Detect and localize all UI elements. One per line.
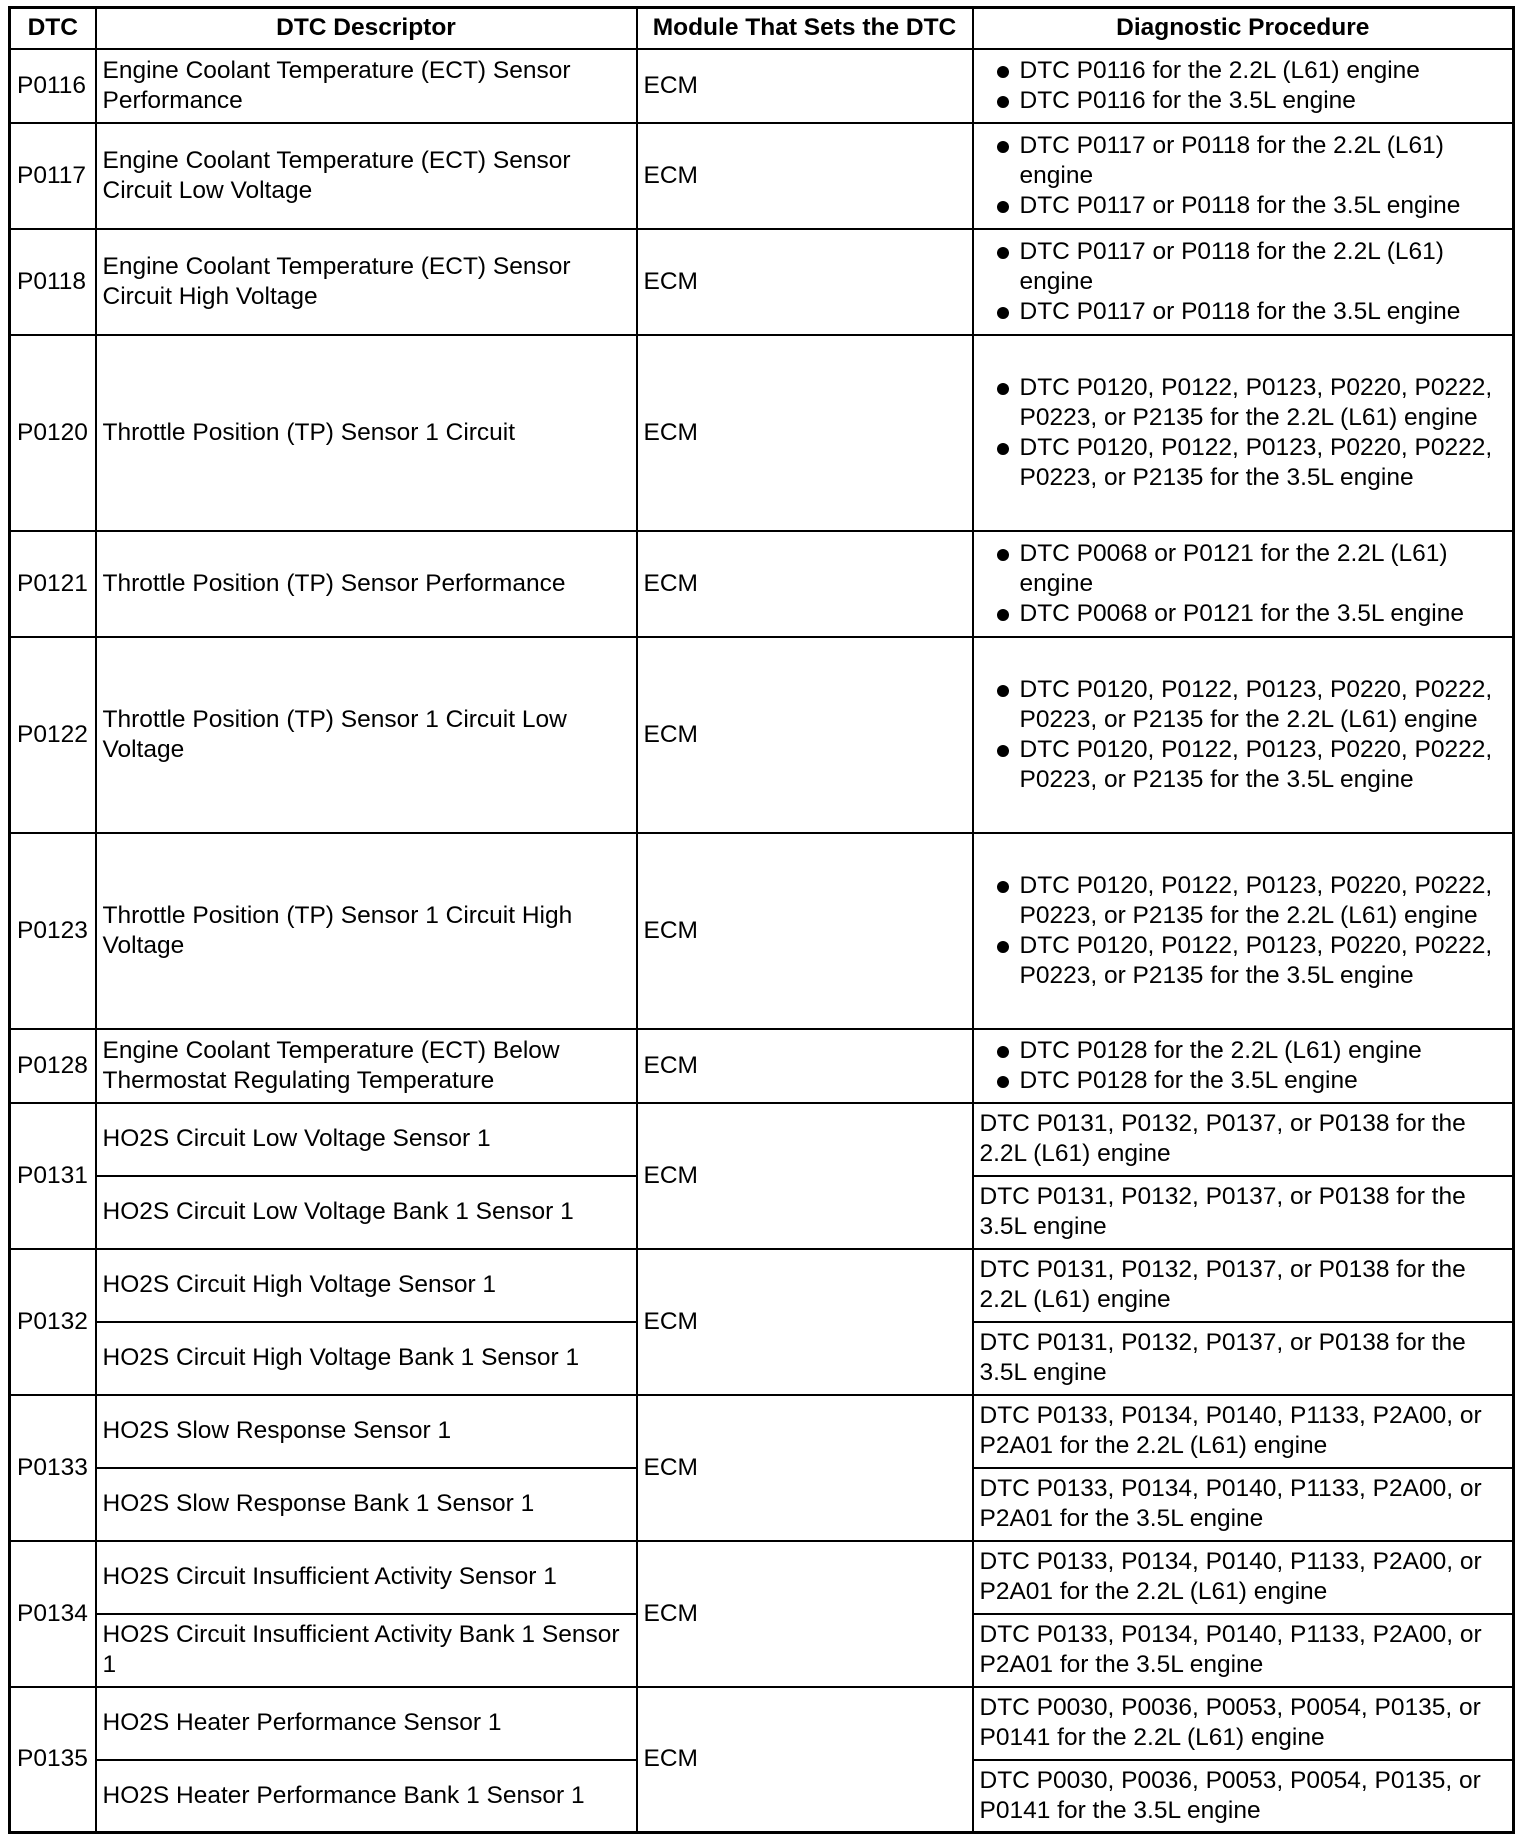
dtc-descriptor: HO2S Circuit Low Voltage Sensor 1 — [96, 1103, 637, 1176]
dtc-code: P0116 — [10, 49, 96, 123]
diagnostic-procedure: DTC P0030, P0036, P0053, P0054, P0135, or P0141 for the 3.5L engine — [973, 1760, 1514, 1833]
dtc-code: P0135 — [10, 1687, 96, 1833]
dtc-descriptor: HO2S Circuit High Voltage Bank 1 Sensor 1 — [96, 1322, 637, 1395]
dtc-descriptor: Throttle Position (TP) Sensor Performance — [96, 531, 637, 637]
diagnostic-procedure — [973, 1029, 1514, 1103]
diagnostic-procedure: DTC P0133, P0134, P0140, P1133, P2A00, or P2A01 for the 3.5L engine — [973, 1614, 1514, 1687]
diagnostic-procedure: DTC P0030, P0036, P0053, P0054, P0135, or P0141 for the 2.2L (L61) engine — [973, 1687, 1514, 1760]
procedure-bullet: DTC P0120, P0122, P0123, P0220, P0222, P0223, or P2135 for the 3.5L engine — [980, 433, 1507, 493]
diagnostic-procedure — [973, 833, 1514, 1029]
dtc-descriptor: Throttle Position (TP) Sensor 1 Circuit High Voltage — [96, 833, 637, 1029]
table-row — [10, 637, 1514, 833]
procedure-bullet: DTC P0068 or P0121 for the 3.5L engine — [980, 599, 1507, 629]
dtc-descriptor: Engine Coolant Temperature (ECT) Sensor Circuit Low Voltage — [96, 123, 637, 229]
dtc-code: P0121 — [10, 531, 96, 637]
dtc-module: ECM — [637, 229, 973, 335]
procedure-bullet: DTC P0116 for the 2.2L (L61) engine — [980, 56, 1507, 86]
procedure-bullet: DTC P0068 or P0121 for the 2.2L (L61) engine — [980, 539, 1507, 599]
diagnostic-procedure: DTC P0133, P0134, P0140, P1133, P2A00, or P2A01 for the 2.2L (L61) engine — [973, 1395, 1514, 1468]
dtc-descriptor: HO2S Slow Response Sensor 1 — [96, 1395, 637, 1468]
dtc-module: ECM — [637, 1029, 973, 1103]
dtc-module: ECM — [637, 1541, 973, 1687]
table-row — [10, 335, 1514, 531]
dtc-descriptor: Engine Coolant Temperature (ECT) Below Thermostat Regulating Temperature — [96, 1029, 637, 1103]
dtc-code: P0122 — [10, 637, 96, 833]
header-procedure: Diagnostic Procedure — [973, 8, 1514, 49]
dtc-module: ECM — [637, 637, 973, 833]
table-row — [10, 1395, 1514, 1468]
diagnostic-procedure — [973, 637, 1514, 833]
procedure-bullet: DTC P0117 or P0118 for the 3.5L engine — [980, 297, 1507, 327]
table-row — [10, 1103, 1514, 1176]
procedure-bullet: DTC P0120, P0122, P0123, P0220, P0222, P0223, or P2135 for the 2.2L (L61) engine — [980, 675, 1507, 735]
dtc-module: ECM — [637, 1687, 973, 1833]
diagnostic-procedure — [973, 229, 1514, 335]
dtc-module: ECM — [637, 335, 973, 531]
procedure-bullet: DTC P0128 for the 2.2L (L61) engine — [980, 1036, 1507, 1066]
procedure-bullet: DTC P0117 or P0118 for the 2.2L (L61) engine — [980, 131, 1507, 191]
table-row — [10, 833, 1514, 1029]
procedure-bullet: DTC P0120, P0122, P0123, P0220, P0222, P0223, or P2135 for the 2.2L (L61) engine — [980, 871, 1507, 931]
dtc-descriptor: HO2S Circuit Low Voltage Bank 1 Sensor 1 — [96, 1176, 637, 1249]
dtc-descriptor: Engine Coolant Temperature (ECT) Sensor Circuit High Voltage — [96, 229, 637, 335]
dtc-descriptor: Throttle Position (TP) Sensor 1 Circuit — [96, 335, 637, 531]
diagnostic-procedure — [973, 49, 1514, 123]
procedure-bullet: DTC P0120, P0122, P0123, P0220, P0222, P0223, or P2135 for the 3.5L engine — [980, 931, 1507, 991]
table-row — [10, 123, 1514, 229]
header-dtc: DTC — [10, 8, 96, 49]
diagnostic-procedure: DTC P0133, P0134, P0140, P1133, P2A00, or P2A01 for the 3.5L engine — [973, 1468, 1514, 1541]
diagnostic-procedure: DTC P0131, P0132, P0137, or P0138 for the 3.5L engine — [973, 1322, 1514, 1395]
diagnostic-procedure: DTC P0131, P0132, P0137, or P0138 for the 2.2L (L61) engine — [973, 1103, 1514, 1176]
diagnostic-procedure — [973, 123, 1514, 229]
dtc-descriptor: Engine Coolant Temperature (ECT) Sensor Performance — [96, 49, 637, 123]
dtc-code: P0131 — [10, 1103, 96, 1249]
table-row — [10, 1029, 1514, 1103]
procedure-bullet: DTC P0120, P0122, P0123, P0220, P0222, P0223, or P2135 for the 2.2L (L61) engine — [980, 373, 1507, 433]
dtc-module: ECM — [637, 49, 973, 123]
dtc-code: P0134 — [10, 1541, 96, 1687]
table-row — [10, 1687, 1514, 1760]
dtc-descriptor: HO2S Circuit High Voltage Sensor 1 — [96, 1249, 637, 1322]
diagnostic-procedure — [973, 335, 1514, 531]
diagnostic-procedure: DTC P0131, P0132, P0137, or P0138 for the 3.5L engine — [973, 1176, 1514, 1249]
dtc-code: P0128 — [10, 1029, 96, 1103]
header-descriptor: DTC Descriptor — [96, 8, 637, 49]
dtc-code: P0132 — [10, 1249, 96, 1395]
dtc-module: ECM — [637, 123, 973, 229]
diagnostic-procedure — [973, 531, 1514, 637]
dtc-code: P0118 — [10, 229, 96, 335]
header-module: Module That Sets the DTC — [637, 8, 973, 49]
diagnostic-procedure: DTC P0131, P0132, P0137, or P0138 for the 2.2L (L61) engine — [973, 1249, 1514, 1322]
dtc-descriptor: HO2S Circuit Insufficient Activity Bank 1 Sensor 1 — [96, 1614, 637, 1687]
table-row — [10, 531, 1514, 637]
procedure-bullet: DTC P0117 or P0118 for the 3.5L engine — [980, 191, 1507, 221]
dtc-code: P0120 — [10, 335, 96, 531]
dtc-module: ECM — [637, 1395, 973, 1541]
table-row — [10, 229, 1514, 335]
dtc-descriptor: HO2S Slow Response Bank 1 Sensor 1 — [96, 1468, 637, 1541]
dtc-code: P0117 — [10, 123, 96, 229]
dtc-module: ECM — [637, 833, 973, 1029]
dtc-descriptor: HO2S Heater Performance Sensor 1 — [96, 1687, 637, 1760]
procedure-bullet: DTC P0117 or P0118 for the 2.2L (L61) engine — [980, 237, 1507, 297]
procedure-bullet: DTC P0116 for the 3.5L engine — [980, 86, 1507, 116]
dtc-descriptor: HO2S Circuit Insufficient Activity Sensor 1 — [96, 1541, 637, 1614]
table-row — [10, 1541, 1514, 1614]
dtc-descriptor: HO2S Heater Performance Bank 1 Sensor 1 — [96, 1760, 637, 1833]
table-row — [10, 1249, 1514, 1322]
procedure-bullet: DTC P0128 for the 3.5L engine — [980, 1066, 1507, 1096]
procedure-bullet: DTC P0120, P0122, P0123, P0220, P0222, P0223, or P2135 for the 3.5L engine — [980, 735, 1507, 795]
header-row — [10, 8, 1514, 49]
dtc-code: P0123 — [10, 833, 96, 1029]
table-row — [10, 49, 1514, 123]
dtc-descriptor: Throttle Position (TP) Sensor 1 Circuit Low Voltage — [96, 637, 637, 833]
dtc-code: P0133 — [10, 1395, 96, 1541]
dtc-module: ECM — [637, 1249, 973, 1395]
dtc-table — [8, 6, 1515, 1834]
dtc-module: ECM — [637, 1103, 973, 1249]
dtc-module: ECM — [637, 531, 973, 637]
diagnostic-procedure: DTC P0133, P0134, P0140, P1133, P2A00, or P2A01 for the 2.2L (L61) engine — [973, 1541, 1514, 1614]
